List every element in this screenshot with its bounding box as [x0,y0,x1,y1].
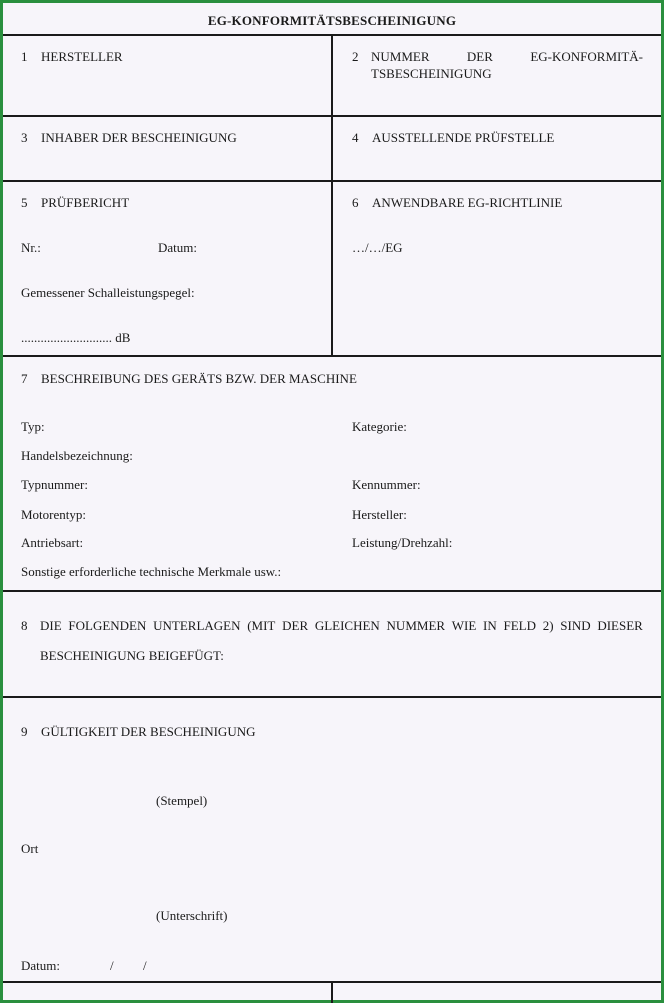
field-motorentyp: Motorentyp: [21,507,86,522]
section-3-heading: 3 INHABER DER BESCHEINIGUNG [21,130,237,145]
directive-value: …/…/EG [352,240,403,255]
section-2-number: 2 [352,49,359,64]
column-divider-top [331,34,333,357]
section-8-number: 8 [21,618,28,633]
field-leistung: Leistung/Drehzahl: [352,535,453,550]
date-slash-2: / [143,958,147,973]
signature-label: (Unterschrift) [156,908,228,923]
section-8-heading-line1: DIE FOLGENDEN UNTERLAGEN (MIT DER GLEICHEN NUMMER WIE IN FELD 2) SIND DIESER [40,618,643,633]
section-4-heading: 4 AUSSTELLENDE PRÜFSTELLE [352,130,555,145]
divider-section7 [3,590,661,592]
date-slash-1: / [110,958,114,973]
section-1-heading: 1 HERSTELLER [21,49,123,64]
place-label: Ort [21,841,39,856]
field-handelsbezeichnung: Handelsbezeichnung: [21,448,133,463]
field-sonstige: Sonstige erforderliche technische Merkmale usw.: [21,564,282,579]
report-number-label: Nr.: [21,240,41,255]
field-hersteller: Hersteller: [352,507,407,522]
section-9-heading: 9 GÜLTIGKEIT DER BESCHEINIGUNG [21,724,256,739]
section-5-heading: 5 PRÜFBERICHT [21,195,130,210]
section-2-heading-line1: NUMMER DER EG-KONFORMITÄ- [371,49,643,64]
field-kennummer: Kennummer: [352,477,421,492]
sound-level-label: Gemessener Schalleistungspegel: [21,285,195,300]
column-divider-bottom [331,981,333,1003]
field-typ: Typ: [21,419,45,434]
section-7-heading: 7 BESCHREIBUNG DES GERÄTS BZW. DER MASCHINE [21,371,357,386]
form-title: EG-KONFORMITÄTSBESCHEINIGUNG [207,13,457,28]
section-6-heading: 6 ANWENDBARE EG-RICHTLINIE [352,195,563,210]
date-label: Datum: [21,958,60,973]
divider-section8 [3,696,661,698]
sound-level-db-line: ............................ dB [21,330,131,345]
stamp-label: (Stempel) [156,793,208,808]
report-date-label: Datum: [158,240,197,255]
field-kategorie: Kategorie: [352,419,407,434]
section-8-heading-line2: BESCHEINIGUNG BEIGEFÜGT: [40,648,224,663]
section-2-heading-line2: TSBESCHEINIGUNG [371,66,492,81]
field-typnummer: Typnummer: [21,477,88,492]
field-antriebsart: Antriebsart: [21,535,84,550]
